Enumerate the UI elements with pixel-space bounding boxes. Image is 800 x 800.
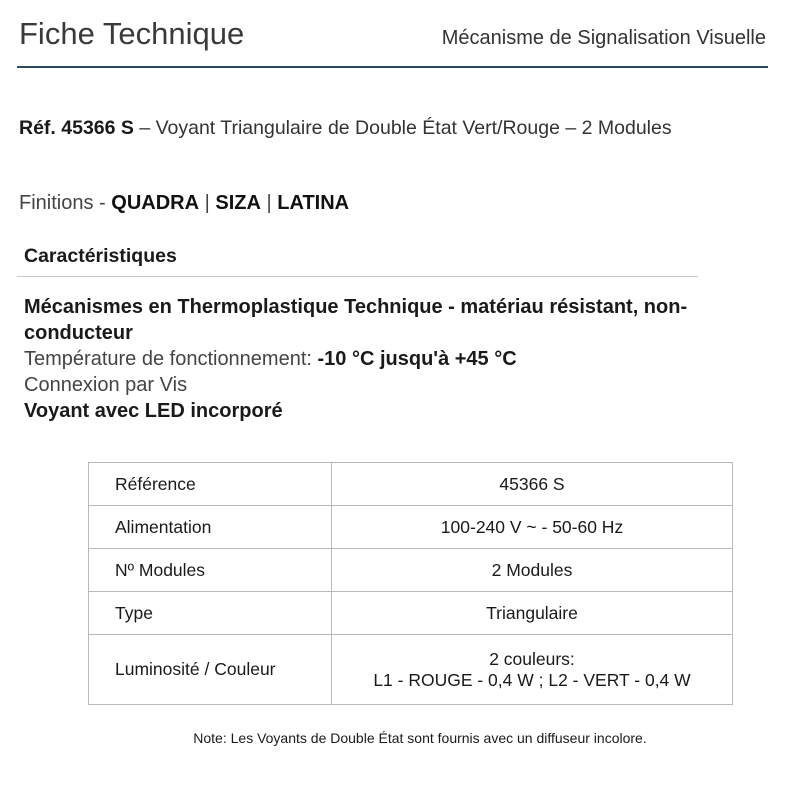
product-ref: Réf. 45366 S (19, 117, 134, 139)
header-divider (17, 66, 768, 68)
table-row (89, 506, 733, 549)
spec-value: 2 Modules (332, 549, 733, 592)
feature-material: Mécanismes en Thermoplastique Technique - matériau résistant, non-conducteur (24, 296, 688, 344)
spec-label: Luminosité / Couleur (89, 635, 332, 705)
finishes-label: Finitions - (19, 192, 106, 214)
finish-item: LATINA (277, 192, 350, 214)
finish-item: SIZA (215, 192, 261, 214)
spec-label: Type (89, 592, 332, 635)
spec-value: 100-240 V ~ - 50-60 Hz (332, 506, 733, 549)
product-reference-line (19, 117, 672, 140)
finish-item: QUADRA (111, 192, 200, 214)
finish-separator: | (204, 192, 210, 214)
section-divider (17, 276, 698, 277)
feature-connection: Connexion par Vis (24, 374, 188, 396)
footnote: Note: Les Voyants de Double État sont fournis avec un diffuseur incolore. (193, 730, 647, 746)
feature-temperature (24, 346, 724, 372)
feature-led: Voyant avec LED incorporé (24, 400, 283, 422)
spec-label: Référence (89, 463, 332, 506)
characteristics-list (24, 294, 724, 424)
table-row (89, 635, 733, 705)
table-row (89, 463, 733, 506)
finish-separator: | (266, 192, 272, 214)
spec-label: Alimentation (89, 506, 332, 549)
spec-value: 45366 S (332, 463, 733, 506)
spec-label: Nº Modules (89, 549, 332, 592)
table-row (89, 549, 733, 592)
finishes-line (19, 192, 349, 215)
section-title-characteristics: Caractéristiques (24, 245, 177, 267)
temperature-label: Température de fonctionnement: (24, 348, 312, 370)
page-subtitle: Mécanisme de Signalisation Visuelle (441, 27, 766, 49)
product-description: – Voyant Triangulaire de Double État Vert/Rouge – 2 Modules (139, 117, 672, 139)
spec-value-line: 2 couleurs: (489, 648, 575, 669)
table-row (89, 592, 733, 635)
temperature-value: -10 °C jusqu'à +45 °C (317, 348, 517, 370)
specs-table (88, 462, 733, 705)
page-title: Fiche Technique (19, 16, 245, 51)
spec-value: Triangulaire (332, 592, 733, 635)
spec-value (332, 635, 733, 705)
spec-value-line: L1 - ROUGE - 0,4 W ; L2 - VERT - 0,4 W (373, 669, 691, 690)
